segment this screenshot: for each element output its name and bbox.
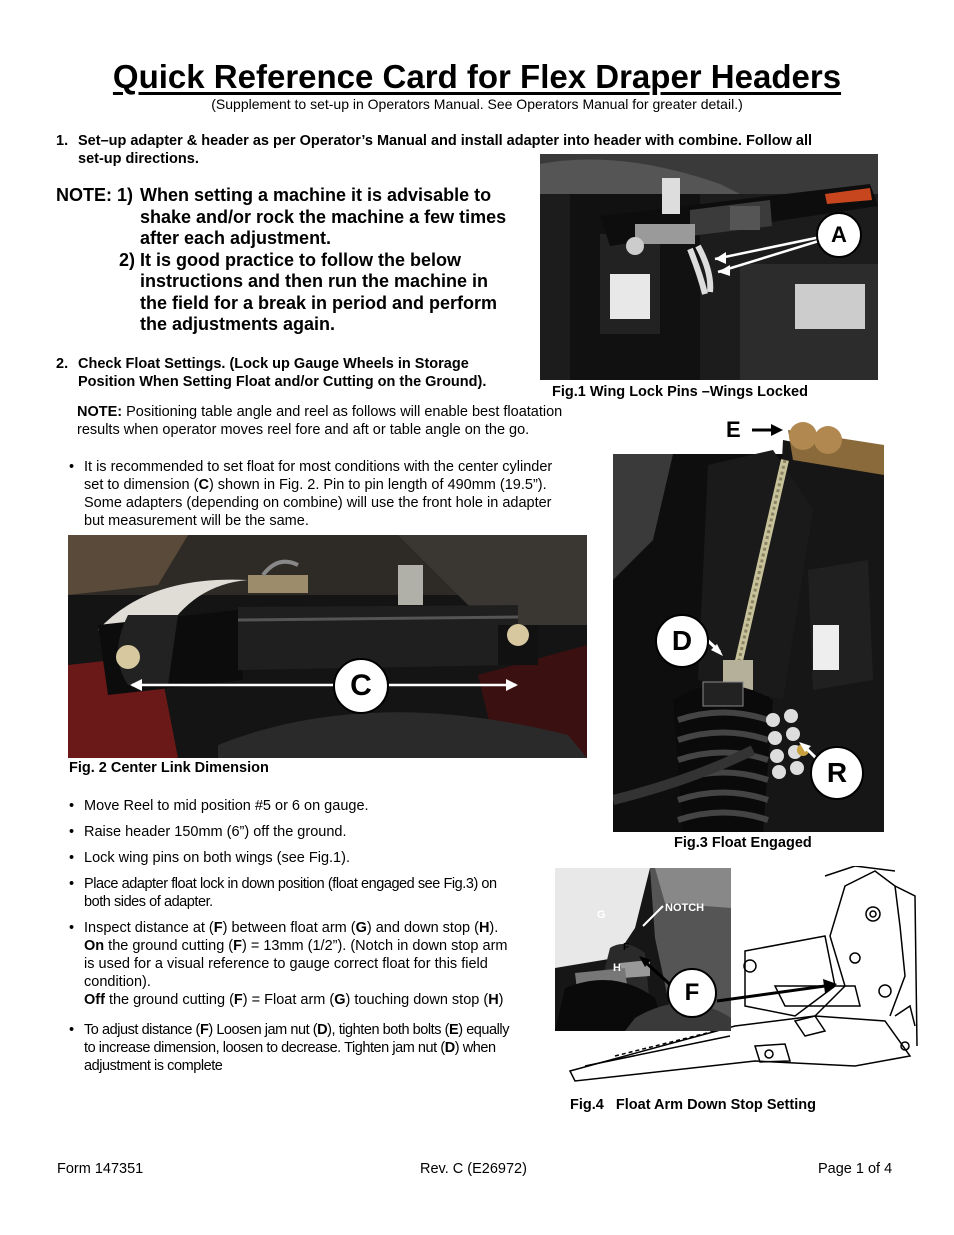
fig2-photo xyxy=(68,535,587,758)
footer-form: Form 147351 xyxy=(57,1161,144,1177)
note-main-prefix-2: 2) xyxy=(119,249,136,270)
bullet-lock xyxy=(69,849,549,867)
step-2-line-1: Check Float Settings. (Lock up Gauge Wheels in Storage xyxy=(78,356,469,372)
callout-f: F xyxy=(667,968,717,1018)
bullet-icon: • xyxy=(69,459,75,475)
note-main xyxy=(56,185,536,345)
callout-a: A xyxy=(816,212,862,258)
step-1-line-1: Set–up adapter & header as per Operator’s Manual and install adapter into header with combine. Follow all xyxy=(78,133,813,149)
page-title: Quick Reference Card for Flex Draper Headers xyxy=(112,58,842,95)
ref-f: F xyxy=(233,938,242,954)
fig1-caption: Fig.1 Wing Lock Pins –Wings Locked xyxy=(552,384,808,400)
note-2-label: NOTE: xyxy=(77,404,123,420)
bullet-text: ) shown in Fig. 2. Pin to pin length of 490mm (19.5”). xyxy=(208,477,547,493)
inspect-text: ) between float arm ( xyxy=(222,920,356,936)
note-main-line: the field for a break in period and perform xyxy=(140,292,498,313)
step-2-number: 2. xyxy=(56,356,69,372)
notch-label: NOTCH xyxy=(665,902,705,914)
fig3-photo xyxy=(613,420,884,832)
note-main-line: instructions and then run the machine in xyxy=(140,271,489,291)
bullet-raise xyxy=(69,823,549,841)
wing-lock-pins-image xyxy=(540,154,878,380)
bullet-reel-text: Move Reel to mid position #5 or 6 on gauge. xyxy=(84,798,369,814)
ref-f: F xyxy=(233,992,243,1008)
fig3-caption: Fig.3 Float Engaged xyxy=(674,835,812,851)
note-main-line: It is good practice to follow the below xyxy=(140,249,462,270)
ref-f: F xyxy=(213,920,223,936)
ref-h: H xyxy=(488,992,499,1008)
inspect-text: ). xyxy=(489,920,499,936)
center-link-image xyxy=(68,535,587,758)
arrow-f-icon xyxy=(715,976,845,1006)
bullet-raise-text: Raise header 150mm (6”) off the ground. xyxy=(84,824,347,840)
adjust-text: adjustment is complete xyxy=(84,1058,223,1074)
note-2-line-1: Positioning table angle and reel as follows will enable best floatation xyxy=(126,404,563,420)
bullet-lock-text: Lock wing pins on both wings (see Fig.1). xyxy=(84,850,350,866)
footer-rev: Rev. C (E26972) xyxy=(420,1161,527,1177)
inspect-off-label: Off xyxy=(84,992,105,1008)
bullet-adjust xyxy=(69,1021,549,1075)
bullet-place-line-2: both sides of adapter. xyxy=(84,894,213,910)
note-2-line-2: results when operator moves reel fore and aft or table angle on the go. xyxy=(77,422,530,438)
ref-c: C xyxy=(198,477,209,493)
adjust-text: ) when xyxy=(454,1040,496,1056)
bullet-place-line-1: Place adapter float lock in down position (float engaged see Fig.3) on xyxy=(84,876,497,892)
bullet-line: Some adapters (depending on combine) will use the front hole in adapter xyxy=(84,495,552,511)
bullet-icon: • xyxy=(69,876,74,892)
adjust-text: ) equally xyxy=(458,1022,509,1038)
callout-d: D xyxy=(655,614,709,668)
callout-e: E xyxy=(726,417,741,442)
ref-f: F xyxy=(199,1022,209,1038)
inspect-text: the ground cutting ( xyxy=(104,992,234,1008)
fig4-figure xyxy=(555,866,921,1086)
bullet-icon: • xyxy=(69,920,75,936)
ref-g: G xyxy=(355,920,367,936)
ref-g: G xyxy=(334,992,346,1008)
ref-d: D xyxy=(444,1040,455,1056)
fig2-caption: Fig. 2 Center Link Dimension xyxy=(69,760,269,776)
adjust-text: To adjust distance ( xyxy=(84,1022,200,1038)
footer-page: Page 1 of 4 xyxy=(818,1161,893,1177)
adjust-text: ) Loosen jam nut ( xyxy=(208,1022,318,1038)
inspect-text: is used for a visual reference to gauge correct float for this field xyxy=(84,956,488,972)
g-label: G xyxy=(597,909,606,921)
inspect-text: ) xyxy=(498,992,504,1008)
f-small-label: F xyxy=(623,942,630,953)
bullet-inspect xyxy=(69,919,549,1011)
step-1-number: 1. xyxy=(56,133,69,149)
inspect-text: ) and down stop ( xyxy=(366,920,479,936)
page-subtitle: (Supplement to set-up in Operators Manual. See Operators Manual for greater detail.) xyxy=(211,96,743,112)
bullet-icon: • xyxy=(69,798,75,814)
bullet-text: set to dimension ( xyxy=(84,477,199,493)
bullet-reel xyxy=(69,797,549,815)
ref-e: E xyxy=(449,1022,459,1038)
note-main-line: the adjustments again. xyxy=(140,314,336,334)
fig4-caption: Fig.4 Float Arm Down Stop Setting xyxy=(570,1097,816,1113)
bullet-icon: • xyxy=(69,850,75,866)
inspect-text: ) touching down stop ( xyxy=(345,992,489,1008)
callout-r: R xyxy=(810,746,864,800)
inspect-text: condition). xyxy=(84,974,151,990)
callout-c: C xyxy=(333,658,389,714)
ref-d: D xyxy=(317,1022,328,1038)
note-main-prefix: NOTE: 1) xyxy=(56,185,134,205)
step-1-line-2: set-up directions. xyxy=(78,151,199,167)
adjust-text: ), tighten both bolts ( xyxy=(327,1022,449,1038)
note-main-line: after each adjustment. xyxy=(140,228,332,248)
inspect-text: ) = 13mm (1/2”). (Notch in down stop arm xyxy=(241,938,508,954)
step-2 xyxy=(56,355,536,395)
inspect-on-label: On xyxy=(84,938,105,954)
fig1-photo xyxy=(540,154,878,380)
inspect-text: ) = Float arm ( xyxy=(242,992,335,1008)
h-label: H xyxy=(613,962,621,974)
note-main-line: shake and/or rock the machine a few times xyxy=(140,206,507,227)
bullet-line: It is recommended to set float for most conditions with the center cylinder xyxy=(84,459,553,475)
step-2-line-2: Position When Setting Float and/or Cutting on the Ground). xyxy=(78,374,487,390)
inspect-text: the ground cutting ( xyxy=(104,938,234,954)
note-2 xyxy=(77,403,597,443)
ref-h: H xyxy=(478,920,490,936)
bullet-icon: • xyxy=(69,824,75,840)
bullet-place xyxy=(69,875,549,911)
arrow-e-icon xyxy=(750,422,784,438)
bullet-line: but measurement will be the same. xyxy=(84,513,309,529)
bullet-icon: • xyxy=(69,1022,74,1038)
note-main-line: When setting a machine it is advisable to xyxy=(140,185,492,205)
inspect-text: Inspect distance at ( xyxy=(84,920,214,936)
adjust-text: to increase dimension, loosen to decrease. Tighten jam nut ( xyxy=(84,1040,445,1056)
bullet-center-cylinder xyxy=(69,458,599,534)
